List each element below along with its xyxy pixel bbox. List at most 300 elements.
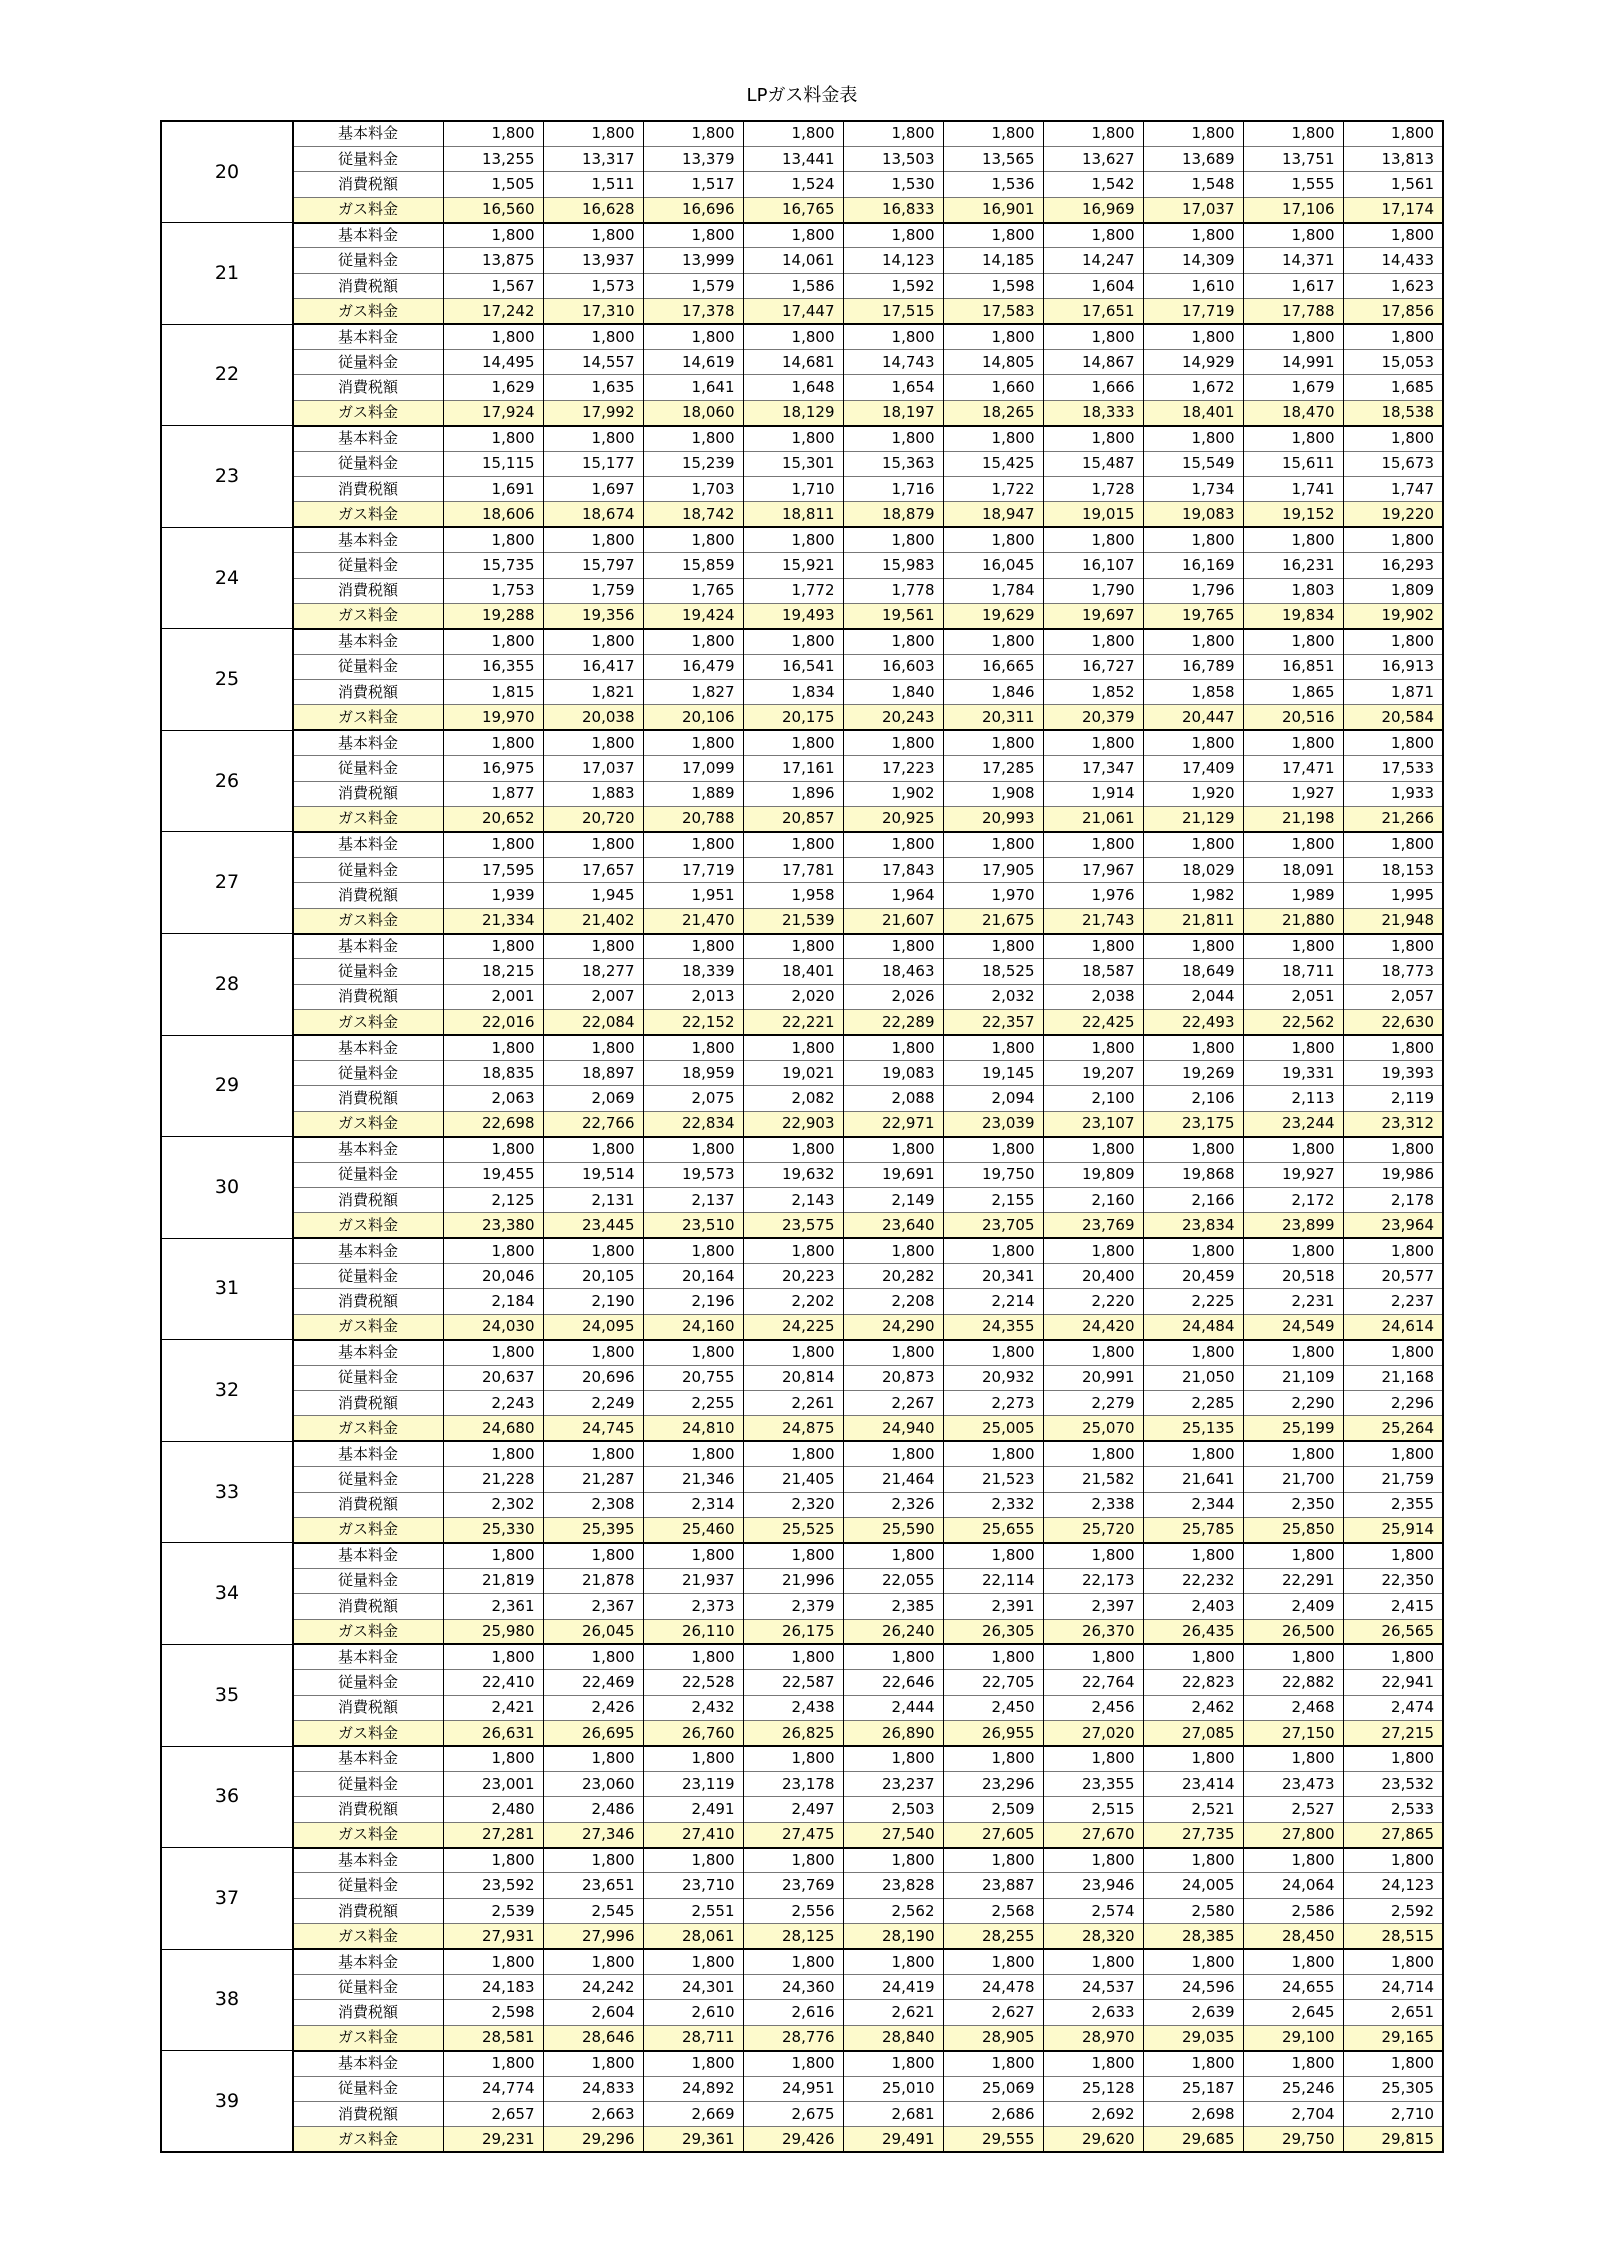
value-cell: 2,032 [943, 984, 1043, 1009]
value-cell: 17,788 [1243, 299, 1343, 324]
group-number: 31 [161, 1238, 293, 1340]
value-cell: 21,641 [1143, 1467, 1243, 1492]
value-cell: 1,772 [743, 578, 843, 603]
value-cell: 21,129 [1143, 807, 1243, 832]
value-cell: 1,800 [843, 1340, 943, 1365]
value-cell: 19,629 [943, 603, 1043, 628]
value-cell: 18,649 [1143, 959, 1243, 984]
value-cell: 1,800 [943, 1644, 1043, 1669]
value-cell: 27,215 [1343, 1721, 1443, 1746]
value-cell: 19,152 [1243, 502, 1343, 527]
row-label: 基本料金 [293, 1644, 443, 1669]
value-cell: 2,094 [943, 1086, 1043, 1111]
value-cell: 2,704 [1243, 2101, 1343, 2126]
value-cell: 27,085 [1143, 1721, 1243, 1746]
basic-fee-row [161, 1644, 1443, 1669]
value-cell: 13,441 [743, 146, 843, 171]
value-cell: 1,800 [743, 730, 843, 755]
value-cell: 1,542 [1043, 172, 1143, 197]
row-label: 消費税額 [293, 1898, 443, 1923]
value-cell: 2,639 [1143, 2000, 1243, 2025]
value-cell: 17,174 [1343, 197, 1443, 222]
value-cell: 16,417 [543, 654, 643, 679]
value-cell: 29,620 [1043, 2127, 1143, 2152]
row-label: 基本料金 [293, 324, 443, 349]
value-cell: 1,800 [1343, 223, 1443, 248]
value-cell: 1,800 [1143, 934, 1243, 959]
value-cell: 1,800 [443, 730, 543, 755]
value-cell: 15,921 [743, 553, 843, 578]
value-cell: 1,958 [743, 883, 843, 908]
value-cell: 1,800 [1243, 934, 1343, 959]
value-cell: 1,800 [643, 1543, 743, 1568]
value-cell: 1,610 [1143, 273, 1243, 298]
value-cell: 2,308 [543, 1492, 643, 1517]
value-cell: 1,865 [1243, 680, 1343, 705]
value-cell: 1,800 [443, 121, 543, 146]
value-cell: 14,619 [643, 350, 743, 375]
value-cell: 21,819 [443, 1568, 543, 1593]
value-cell: 1,800 [943, 934, 1043, 959]
value-cell: 2,515 [1043, 1797, 1143, 1822]
value-cell: 20,400 [1043, 1264, 1143, 1289]
value-cell: 20,105 [543, 1264, 643, 1289]
value-cell: 1,511 [543, 172, 643, 197]
value-cell: 1,800 [543, 1746, 643, 1771]
value-cell: 1,800 [743, 629, 843, 654]
value-cell: 1,800 [843, 934, 943, 959]
value-cell: 26,631 [443, 1721, 543, 1746]
value-cell: 26,500 [1243, 1619, 1343, 1644]
value-cell: 2,051 [1243, 984, 1343, 1009]
value-cell: 2,166 [1143, 1187, 1243, 1212]
value-cell: 2,143 [743, 1187, 843, 1212]
value-cell: 18,959 [643, 1060, 743, 1085]
value-cell: 21,287 [543, 1467, 643, 1492]
value-cell: 14,371 [1243, 248, 1343, 273]
value-cell: 1,800 [843, 1949, 943, 1974]
value-cell: 24,892 [643, 2076, 743, 2101]
usage-fee-row [161, 1975, 1443, 2000]
usage-fee-row [161, 1467, 1443, 1492]
basic-fee-row [161, 1035, 1443, 1060]
value-cell: 20,932 [943, 1365, 1043, 1390]
value-cell: 1,800 [1243, 1644, 1343, 1669]
value-cell: 1,790 [1043, 578, 1143, 603]
value-cell: 2,539 [443, 1898, 543, 1923]
value-cell: 24,360 [743, 1975, 843, 2000]
value-cell: 22,587 [743, 1670, 843, 1695]
value-cell: 2,119 [1343, 1086, 1443, 1111]
value-cell: 1,871 [1343, 680, 1443, 705]
value-cell: 14,309 [1143, 248, 1243, 273]
row-label: 従量料金 [293, 1162, 443, 1187]
value-cell: 18,879 [843, 502, 943, 527]
value-cell: 1,800 [843, 1035, 943, 1060]
value-cell: 29,035 [1143, 2025, 1243, 2050]
usage-fee-row [161, 2076, 1443, 2101]
value-cell: 19,986 [1343, 1162, 1443, 1187]
value-cell: 1,800 [843, 629, 943, 654]
group-number: 22 [161, 324, 293, 426]
group-number: 29 [161, 1035, 293, 1137]
value-cell: 21,228 [443, 1467, 543, 1492]
row-label: 消費税額 [293, 1187, 443, 1212]
row-label: 従量料金 [293, 1670, 443, 1695]
value-cell: 1,722 [943, 476, 1043, 501]
value-cell: 1,800 [643, 1238, 743, 1263]
row-label: 基本料金 [293, 1238, 443, 1263]
value-cell: 20,755 [643, 1365, 743, 1390]
value-cell: 1,800 [1043, 934, 1143, 959]
value-cell: 1,800 [643, 1441, 743, 1466]
group-number: 35 [161, 1644, 293, 1746]
value-cell: 19,356 [543, 603, 643, 628]
value-cell: 1,517 [643, 172, 743, 197]
row-label: 従量料金 [293, 2076, 443, 2101]
value-cell: 24,478 [943, 1975, 1043, 2000]
value-cell: 2,586 [1243, 1898, 1343, 1923]
value-cell: 25,135 [1143, 1416, 1243, 1441]
value-cell: 16,913 [1343, 654, 1443, 679]
value-cell: 15,983 [843, 553, 943, 578]
group-number: 26 [161, 730, 293, 832]
gas-fee-total-row [161, 705, 1443, 730]
value-cell: 1,800 [443, 1137, 543, 1162]
value-cell: 13,689 [1143, 146, 1243, 171]
basic-fee-row [161, 527, 1443, 552]
value-cell: 1,800 [843, 1746, 943, 1771]
value-cell: 24,833 [543, 2076, 643, 2101]
gas-fee-total-row [161, 1111, 1443, 1136]
value-cell: 23,705 [943, 1213, 1043, 1238]
value-cell: 2,604 [543, 2000, 643, 2025]
value-cell: 1,800 [1143, 1949, 1243, 1974]
value-cell: 2,214 [943, 1289, 1043, 1314]
value-cell: 2,480 [443, 1797, 543, 1822]
value-cell: 19,902 [1343, 603, 1443, 628]
value-cell: 21,948 [1343, 908, 1443, 933]
value-cell: 2,355 [1343, 1492, 1443, 1517]
value-cell: 2,598 [443, 2000, 543, 2025]
value-cell: 1,800 [1143, 1746, 1243, 1771]
value-cell: 15,363 [843, 451, 943, 476]
value-cell: 21,539 [743, 908, 843, 933]
value-cell: 28,646 [543, 2025, 643, 2050]
value-cell: 2,088 [843, 1086, 943, 1111]
value-cell: 23,312 [1343, 1111, 1443, 1136]
value-cell: 19,573 [643, 1162, 743, 1187]
value-cell: 2,149 [843, 1187, 943, 1212]
value-cell: 25,720 [1043, 1517, 1143, 1542]
value-cell: 20,243 [843, 705, 943, 730]
value-cell: 26,760 [643, 1721, 743, 1746]
value-cell: 2,178 [1343, 1187, 1443, 1212]
value-cell: 1,800 [1043, 1441, 1143, 1466]
value-cell: 27,931 [443, 1924, 543, 1949]
basic-fee-row [161, 1848, 1443, 1873]
value-cell: 2,657 [443, 2101, 543, 2126]
value-cell: 1,964 [843, 883, 943, 908]
value-cell: 19,765 [1143, 603, 1243, 628]
row-label: 消費税額 [293, 1391, 443, 1416]
group-number: 23 [161, 426, 293, 528]
value-cell: 2,007 [543, 984, 643, 1009]
value-cell: 1,800 [943, 1238, 1043, 1263]
value-cell: 28,905 [943, 2025, 1043, 2050]
value-cell: 1,800 [543, 223, 643, 248]
row-label: 消費税額 [293, 984, 443, 1009]
value-cell: 2,391 [943, 1594, 1043, 1619]
usage-fee-row [161, 1670, 1443, 1695]
value-cell: 17,037 [1143, 197, 1243, 222]
value-cell: 2,616 [743, 2000, 843, 2025]
value-cell: 25,460 [643, 1517, 743, 1542]
value-cell: 1,803 [1243, 578, 1343, 603]
usage-fee-row [161, 1060, 1443, 1085]
value-cell: 1,852 [1043, 680, 1143, 705]
value-cell: 20,379 [1043, 705, 1143, 730]
value-cell: 21,061 [1043, 807, 1143, 832]
value-cell: 28,320 [1043, 1924, 1143, 1949]
value-cell: 1,800 [943, 1949, 1043, 1974]
value-cell: 1,800 [1343, 934, 1443, 959]
row-label: ガス料金 [293, 603, 443, 628]
value-cell: 20,584 [1343, 705, 1443, 730]
value-cell: 16,901 [943, 197, 1043, 222]
value-cell: 20,696 [543, 1365, 643, 1390]
value-cell: 2,267 [843, 1391, 943, 1416]
value-cell: 1,800 [743, 426, 843, 451]
gas-fee-total-row [161, 197, 1443, 222]
value-cell: 20,720 [543, 807, 643, 832]
value-cell: 18,339 [643, 959, 743, 984]
row-label: 消費税額 [293, 2000, 443, 2025]
value-cell: 1,800 [743, 1441, 843, 1466]
value-cell: 20,518 [1243, 1264, 1343, 1289]
value-cell: 16,107 [1043, 553, 1143, 578]
value-cell: 2,692 [1043, 2101, 1143, 2126]
value-cell: 17,106 [1243, 197, 1343, 222]
tax-row [161, 1797, 1443, 1822]
row-label: ガス料金 [293, 1517, 443, 1542]
value-cell: 2,415 [1343, 1594, 1443, 1619]
value-cell: 1,800 [1243, 527, 1343, 552]
value-cell: 2,521 [1143, 1797, 1243, 1822]
value-cell: 1,753 [443, 578, 543, 603]
tax-row [161, 375, 1443, 400]
value-cell: 1,800 [1343, 527, 1443, 552]
value-cell: 17,223 [843, 756, 943, 781]
value-cell: 17,967 [1043, 857, 1143, 882]
value-cell: 20,282 [843, 1264, 943, 1289]
value-cell: 1,989 [1243, 883, 1343, 908]
value-cell: 1,800 [1343, 324, 1443, 349]
row-label: 消費税額 [293, 578, 443, 603]
value-cell: 17,595 [443, 857, 543, 882]
value-cell: 1,800 [543, 1644, 643, 1669]
value-cell: 22,350 [1343, 1568, 1443, 1593]
tax-row [161, 1898, 1443, 1923]
value-cell: 24,095 [543, 1314, 643, 1339]
value-cell: 2,403 [1143, 1594, 1243, 1619]
value-cell: 1,800 [1143, 629, 1243, 654]
value-cell: 20,038 [543, 705, 643, 730]
value-cell: 18,463 [843, 959, 943, 984]
value-cell: 18,129 [743, 400, 843, 425]
value-cell: 23,769 [1043, 1213, 1143, 1238]
value-cell: 28,970 [1043, 2025, 1143, 2050]
value-cell: 29,296 [543, 2127, 643, 2152]
value-cell: 23,651 [543, 1873, 643, 1898]
value-cell: 15,487 [1043, 451, 1143, 476]
value-cell: 2,255 [643, 1391, 743, 1416]
value-cell: 26,240 [843, 1619, 943, 1644]
row-label: 基本料金 [293, 832, 443, 857]
value-cell: 1,800 [1143, 1137, 1243, 1162]
row-label: ガス料金 [293, 400, 443, 425]
value-cell: 1,800 [1143, 1848, 1243, 1873]
value-cell: 1,800 [1143, 121, 1243, 146]
value-cell: 26,435 [1143, 1619, 1243, 1644]
row-label: 従量料金 [293, 756, 443, 781]
value-cell: 20,637 [443, 1365, 543, 1390]
value-cell: 24,290 [843, 1314, 943, 1339]
value-cell: 23,473 [1243, 1771, 1343, 1796]
value-cell: 20,459 [1143, 1264, 1243, 1289]
value-cell: 1,505 [443, 172, 543, 197]
row-label: 消費税額 [293, 375, 443, 400]
usage-fee-row [161, 146, 1443, 171]
value-cell: 19,697 [1043, 603, 1143, 628]
value-cell: 24,225 [743, 1314, 843, 1339]
value-cell: 1,800 [1143, 1644, 1243, 1669]
value-cell: 1,573 [543, 273, 643, 298]
value-cell: 1,800 [743, 121, 843, 146]
value-cell: 1,995 [1343, 883, 1443, 908]
usage-fee-row [161, 553, 1443, 578]
value-cell: 17,310 [543, 299, 643, 324]
value-cell: 2,462 [1143, 1695, 1243, 1720]
value-cell: 19,493 [743, 603, 843, 628]
value-cell: 1,800 [1243, 1238, 1343, 1263]
value-cell: 1,951 [643, 883, 743, 908]
value-cell: 1,800 [1243, 1746, 1343, 1771]
row-label: 従量料金 [293, 1467, 443, 1492]
value-cell: 22,903 [743, 1111, 843, 1136]
value-cell: 1,800 [843, 1137, 943, 1162]
gas-fee-total-row [161, 1314, 1443, 1339]
value-cell: 1,800 [1143, 1441, 1243, 1466]
value-cell: 2,231 [1243, 1289, 1343, 1314]
value-cell: 13,875 [443, 248, 543, 273]
value-cell: 16,293 [1343, 553, 1443, 578]
value-cell: 1,800 [543, 1441, 643, 1466]
value-cell: 1,800 [1043, 1137, 1143, 1162]
row-label: ガス料金 [293, 1314, 443, 1339]
value-cell: 2,273 [943, 1391, 1043, 1416]
value-cell: 23,710 [643, 1873, 743, 1898]
value-cell: 29,165 [1343, 2025, 1443, 2050]
value-cell: 20,311 [943, 705, 1043, 730]
value-cell: 20,106 [643, 705, 743, 730]
value-cell: 18,401 [743, 959, 843, 984]
gas-fee-total-row [161, 400, 1443, 425]
value-cell: 1,800 [1043, 2051, 1143, 2076]
value-cell: 1,800 [643, 1848, 743, 1873]
value-cell: 1,623 [1343, 273, 1443, 298]
value-cell: 1,800 [443, 1035, 543, 1060]
row-label: 基本料金 [293, 629, 443, 654]
gas-fee-total-row [161, 502, 1443, 527]
tax-row [161, 1289, 1443, 1314]
usage-fee-row [161, 959, 1443, 984]
value-cell: 1,800 [1043, 629, 1143, 654]
gas-fee-total-row [161, 1822, 1443, 1847]
row-label: 従量料金 [293, 1873, 443, 1898]
value-cell: 22,114 [943, 1568, 1043, 1593]
value-cell: 1,809 [1343, 578, 1443, 603]
value-cell: 18,587 [1043, 959, 1143, 984]
value-cell: 1,800 [543, 1543, 643, 1568]
tax-row [161, 1187, 1443, 1212]
value-cell: 2,155 [943, 1187, 1043, 1212]
value-cell: 1,800 [1343, 1949, 1443, 1974]
value-cell: 22,016 [443, 1010, 543, 1035]
row-label: 基本料金 [293, 2051, 443, 2076]
value-cell: 24,714 [1343, 1975, 1443, 2000]
value-cell: 1,800 [443, 1848, 543, 1873]
value-cell: 17,905 [943, 857, 1043, 882]
value-cell: 1,896 [743, 781, 843, 806]
value-cell: 16,169 [1143, 553, 1243, 578]
value-cell: 19,514 [543, 1162, 643, 1187]
tax-row [161, 476, 1443, 501]
value-cell: 1,800 [843, 1238, 943, 1263]
value-cell: 21,464 [843, 1467, 943, 1492]
value-cell: 18,538 [1343, 400, 1443, 425]
usage-fee-row [161, 248, 1443, 273]
basic-fee-row [161, 121, 1443, 146]
value-cell: 2,592 [1343, 1898, 1443, 1923]
value-cell: 20,175 [743, 705, 843, 730]
value-cell: 1,800 [443, 832, 543, 857]
value-cell: 21,405 [743, 1467, 843, 1492]
value-cell: 2,069 [543, 1086, 643, 1111]
value-cell: 1,800 [743, 934, 843, 959]
value-cell: 1,800 [1043, 730, 1143, 755]
value-cell: 1,800 [943, 324, 1043, 349]
row-label: 従量料金 [293, 1771, 443, 1796]
value-cell: 17,037 [543, 756, 643, 781]
value-cell: 24,940 [843, 1416, 943, 1441]
value-cell: 2,379 [743, 1594, 843, 1619]
row-label: 基本料金 [293, 730, 443, 755]
value-cell: 1,635 [543, 375, 643, 400]
tax-row [161, 984, 1443, 1009]
value-cell: 17,856 [1343, 299, 1443, 324]
value-cell: 22,425 [1043, 1010, 1143, 1035]
value-cell: 1,800 [1243, 832, 1343, 857]
value-cell: 24,810 [643, 1416, 743, 1441]
value-cell: 1,800 [843, 730, 943, 755]
value-cell: 1,914 [1043, 781, 1143, 806]
value-cell: 22,764 [1043, 1670, 1143, 1695]
value-cell: 17,378 [643, 299, 743, 324]
value-cell: 2,202 [743, 1289, 843, 1314]
value-cell: 23,592 [443, 1873, 543, 1898]
value-cell: 1,679 [1243, 375, 1343, 400]
